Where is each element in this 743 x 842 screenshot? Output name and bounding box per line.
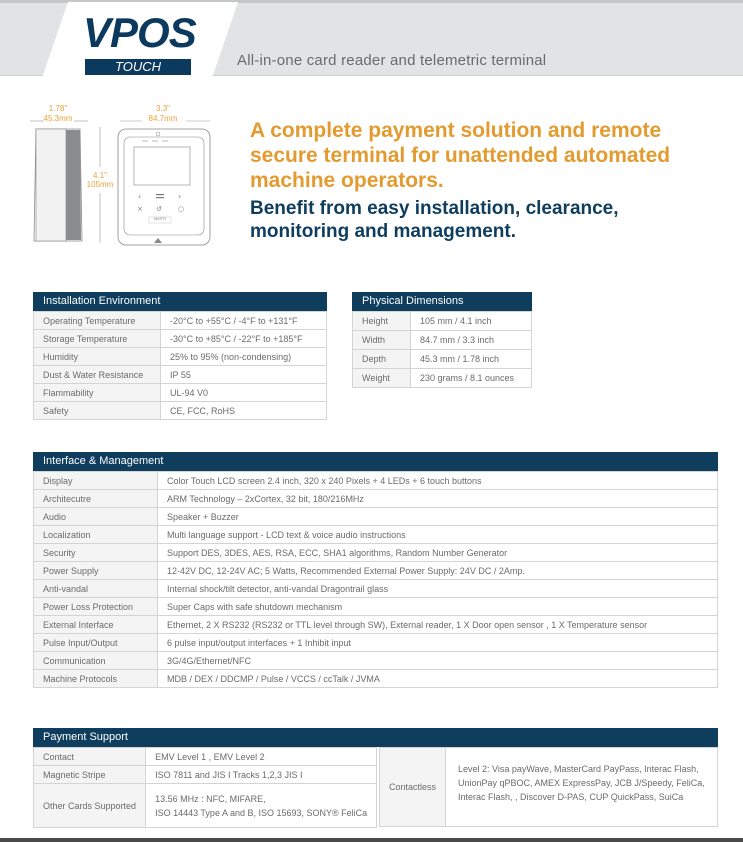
height-mm-label: 105mm <box>86 180 114 189</box>
installation-table <box>33 311 327 420</box>
interface-table-title: Interface & Management <box>33 452 718 471</box>
depth-inch-label: 1.78" <box>48 104 68 113</box>
table-row <box>34 348 327 366</box>
row-value: EMV Level 1 , EMV Level 2 <box>146 748 377 766</box>
table-row <box>34 384 327 402</box>
row-value: Ethernet, 2 X RS232 (RS232 or TTL level through SW), External reader, 1 X Door open sensor , 1 X Temperature sensor <box>158 616 718 634</box>
table-row <box>353 350 532 369</box>
table-row <box>34 766 377 784</box>
row-value: Color Touch LCD screen 2.4 inch, 320 x 240 Pixels + 4 LEDs + 6 touch buttons <box>158 472 718 490</box>
row-label: Flammability <box>34 384 161 402</box>
contactless-label: Contactless <box>380 748 446 826</box>
other-cards-line-1: 13.56 MHz : NFC, MIFARE, <box>155 793 266 804</box>
installation-table-title: Installation Environment <box>33 292 327 311</box>
svg-text:↺: ↺ <box>156 205 162 213</box>
row-value: 12-42V DC, 12-24V AC; 5 Watts, Recommended External Power Supply: 24V DC / 2Amp. <box>158 562 718 580</box>
row-value: -30°C to +85°C / -22°F to +185°F <box>161 330 327 348</box>
table-row <box>34 598 718 616</box>
device-outline-svg <box>28 103 218 253</box>
other-cards-line-2: ISO 14443 Type A and B, ISO 15693, SONY® FeliCa <box>155 807 368 818</box>
row-value: Support DES, 3DES, AES, RSA, ECC, SHA1 algorithms, Random Number Generator <box>158 544 718 562</box>
table-row <box>34 544 718 562</box>
row-label: Security <box>34 544 158 562</box>
row-label: Power Supply <box>34 562 158 580</box>
table-row <box>34 312 327 330</box>
interface-table <box>33 471 718 688</box>
device-drawing <box>28 103 218 253</box>
row-label: Localization <box>34 526 158 544</box>
table-row <box>34 562 718 580</box>
row-label: Power Loss Protection <box>34 598 158 616</box>
subheadline: Benefit from easy installation, clearance, monitoring and management. <box>250 198 619 242</box>
row-value: Internal shock/tilt detector, anti-vandal Dragontrail glass <box>158 580 718 598</box>
depth-mm-label: 45.3mm <box>43 114 73 123</box>
svg-text:‹: ‹ <box>138 192 142 201</box>
table-row <box>34 490 718 508</box>
row-value: ISO 7811 and JIS I Tracks 1,2,3 JIS I <box>146 766 377 784</box>
row-value: 6 pulse input/output interfaces + 1 Inhibit input <box>158 634 718 652</box>
table-row <box>34 784 377 828</box>
table-row <box>34 330 327 348</box>
table-row <box>353 331 532 350</box>
row-value: 25% to 95% (non-condensing) <box>161 348 327 366</box>
row-value: MDB / DEX / DDCMP / Pulse / VCCS / ccTalk / JVMA <box>158 670 718 688</box>
row-label: Architecutre <box>34 490 158 508</box>
table-row <box>34 526 718 544</box>
row-label: Storage Temperature <box>34 330 161 348</box>
row-label: Humidity <box>34 348 161 366</box>
row-value <box>146 784 377 828</box>
row-value: Super Caps with safe shutdown mechanism <box>158 598 718 616</box>
row-value: IP 55 <box>161 366 327 384</box>
headline: A complete payment solution and remote secure terminal for unattended automated machine operators. <box>250 119 671 192</box>
row-value: Multi language support - LCD text & voice audio instructions <box>158 526 718 544</box>
row-label: Width <box>353 331 411 350</box>
bottom-rule <box>0 838 743 842</box>
table-row <box>34 634 718 652</box>
row-value: Speaker + Buzzer <box>158 508 718 526</box>
logo-subtitle: TOUCH <box>85 59 191 75</box>
row-label: Display <box>34 472 158 490</box>
row-label: Magnetic Stripe <box>34 766 146 784</box>
table-row <box>34 366 327 384</box>
row-label: Depth <box>353 350 411 369</box>
row-label: External Interface <box>34 616 158 634</box>
row-value: 84.7 mm / 3.3 inch <box>411 331 532 350</box>
row-label: Machine Protocols <box>34 670 158 688</box>
row-value: 3G/4G/Ethernet/NFC <box>158 652 718 670</box>
physical-table-title: Physical Dimensions <box>352 292 532 311</box>
width-mm-label: 84.7mm <box>148 114 178 123</box>
physical-table <box>352 311 532 388</box>
table-row <box>34 402 327 420</box>
row-value: 105 mm / 4.1 inch <box>411 312 532 331</box>
svg-text:×: × <box>137 205 143 213</box>
row-value: 45.3 mm / 1.78 inch <box>411 350 532 369</box>
table-row <box>353 369 532 388</box>
row-label: Audio <box>34 508 158 526</box>
row-label: Contact <box>34 748 146 766</box>
height-inch-label: 4.1" <box>93 171 107 180</box>
row-label: Anti-vandal <box>34 580 158 598</box>
row-label: Operating Temperature <box>34 312 161 330</box>
row-value: ARM Technology – 2xCortex, 32 bit, 180/216MHz <box>158 490 718 508</box>
row-label: Height <box>353 312 411 331</box>
row-label: Other Cards Supported <box>34 784 146 828</box>
table-row <box>34 472 718 490</box>
table-row <box>34 748 377 766</box>
table-row <box>34 652 718 670</box>
contactless-box <box>379 747 718 827</box>
row-label: Dust & Water Resistance <box>34 366 161 384</box>
svg-text:○: ○ <box>178 205 185 213</box>
row-label: Pulse Input/Output <box>34 634 158 652</box>
table-row <box>34 508 718 526</box>
table-row <box>34 670 718 688</box>
table-row <box>353 312 532 331</box>
payment-table-title: Payment Support <box>33 728 718 747</box>
payment-table <box>33 747 377 828</box>
row-value: 230 grams / 8.1 ounces <box>411 369 532 388</box>
row-value: -20°C to +55°C / -4°F to +131°F <box>161 312 327 330</box>
contactless-value: Level 2: Visa payWave, MasterCard PayPass, Interac Flash, UnionPay qPBOC, AMEX ExpressPay, JCB J/Speedy, FeliCa, Interac Flash, , Discover D-PAS, CUP QuickPass, SuiCa <box>458 764 705 802</box>
table-row <box>34 616 718 634</box>
device-brand-mark: MMTR <box>154 216 166 221</box>
svg-text:›: › <box>178 192 182 201</box>
width-inch-label: 3.3" <box>156 104 170 113</box>
tagline: All-in-one card reader and telemetric terminal <box>237 52 547 69</box>
table-row <box>34 580 718 598</box>
logo-wordmark: VPOS <box>83 9 196 56</box>
row-value: UL-94 V0 <box>161 384 327 402</box>
row-label: Safety <box>34 402 161 420</box>
row-label: Weight <box>353 369 411 388</box>
row-label: Communication <box>34 652 158 670</box>
row-value: CE, FCC, RoHS <box>161 402 327 420</box>
